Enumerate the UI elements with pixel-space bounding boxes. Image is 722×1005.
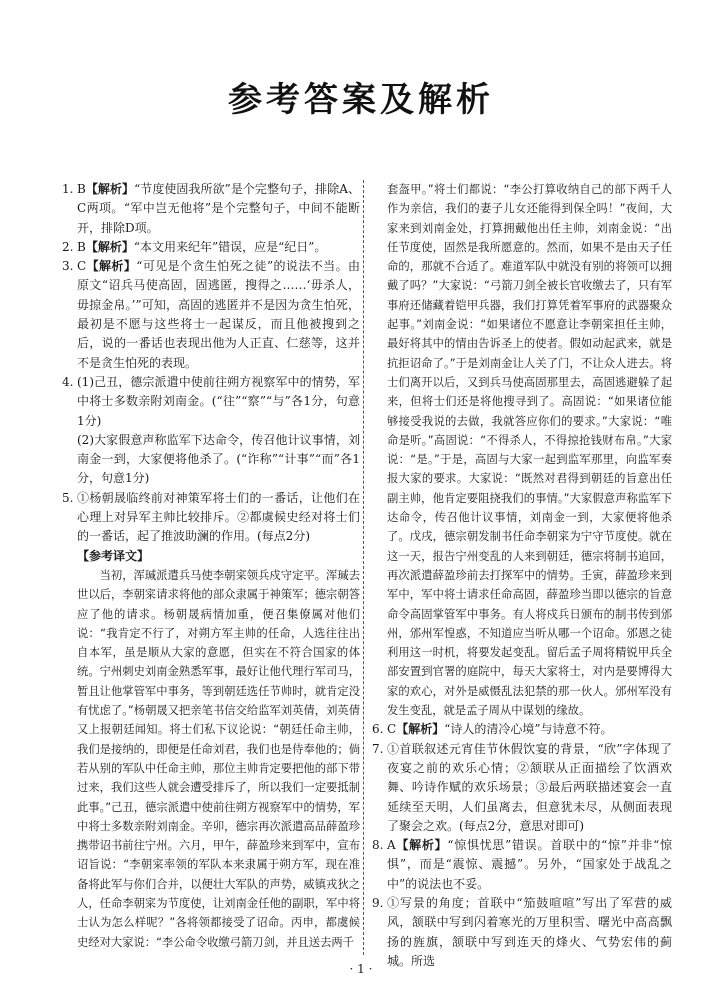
answer-letter: B bbox=[77, 239, 86, 254]
answer-text: ①写景的角度；首联中“笳鼓喧喧”写出了军营的威风，颔联中写到闪着寒光的万里积雪、曙光中高高飘扬的旌旗，颔联中写到连天的烽火、气势宏伟的蓟城。所选 bbox=[387, 895, 672, 968]
answer-item-7 bbox=[372, 740, 672, 836]
analysis-text: “惊惧忧思”错误。首联中的“惊”并非“惊惧”，而是“震惊、震撼”。另外，“国家处于战乱之中”的说法也不妥。 bbox=[387, 838, 672, 891]
analysis-tag: 【解析】 bbox=[85, 182, 135, 196]
item-number: 8. bbox=[372, 838, 384, 853]
item-number: 3. bbox=[62, 259, 74, 274]
answer-item-2 bbox=[62, 238, 360, 257]
answer-item-9 bbox=[372, 894, 672, 971]
item-number: 1. bbox=[62, 182, 74, 196]
answer-part-1: (1)己丑，德宗派遣中使前往朔方视察军中的情势，军中将士多数亲附刘南金。(“往”“察”“与”各1分，句意1分) bbox=[77, 374, 360, 428]
item-number: 2. bbox=[62, 239, 74, 254]
answer-letter: C bbox=[77, 259, 87, 274]
item-number: 4. bbox=[62, 374, 74, 389]
analysis-text: “节度使固我所欲”是个完整句子，排除A、C两项。“军中岂无他将”是个完整句子，中间不能断开，排除D项。 bbox=[77, 182, 360, 235]
analysis-text: “诗人的清冷心境”与诗意不符。 bbox=[444, 722, 613, 737]
answer-letter: C bbox=[387, 722, 397, 737]
answer-letter: A bbox=[387, 838, 396, 853]
item-number: 6. bbox=[372, 722, 384, 737]
page-title: 参考答案及解析 bbox=[228, 80, 494, 120]
answer-letter: B bbox=[77, 182, 86, 196]
answer-item-8 bbox=[372, 836, 672, 894]
page-number: · 1 · bbox=[349, 962, 373, 976]
reference-translation: 当初，浑瑊派遣兵马使李朝寀领兵戍守定平。浑瑊去世以后，李朝寀请求将他的部众隶属于神策军；德宗朝答应了他的请求。杨朝晟病情加重，便召集僚属对他们说：“我肯定不行了，对朔方军主帅的任命，人选往往出自本军，虽是顺从大家的意愿，但实在不符合国家的体统。宁州刺史刘南金熟悉军事，最好让他代理行军司马，暂且让他掌管军中事务，等到朝廷选任节帅时，就肯定没有忧虑了。”杨朝晟又把亲笔书信交给监军刘英倩，刘英倩又上报朝廷闻知。将士们私下议论说：“朝廷任命主帅，我们是接纳的，即便是任命刘君，我们也是侍奉他的；倘若从别的军队中任命主帅，那位主帅肯定要把他的部下带过来，我们这些人就会遭受排斥了，所以我们一定要抵制此事。”己丑，德宗派遣中使前往朔方视察军中的情势，军中将士多数亲附刘南金。辛卯，德宗再次派遣高品薛盈珍携带诏书前往宁州。六月，甲午，薛盈珍来到军中，宣布诏旨说：“李朝寀率领的军队本来隶属于朔方军，现在准备将此军与你们合并，以便壮大军队的声势，威镇戎狄之人，任命李朝寀为节度使，让刘南金任他的副职，军中将士认为怎么样呢？”各将领都接受了诏命。丙申，都虞候史经对大家说：“李公命令收缴弓箭刀剑，并且送去两千 bbox=[77, 568, 360, 949]
left-column bbox=[62, 180, 360, 952]
analysis-text: “可见是个贪生怕死之徒”的说法不当。由原文“诏兵马使高固，固逃匿，搜得之……‘毋杀人，毋掠金帛。’”可知，高固的逃匿并不是因为贪生怕死，最初是不愿与这些将士一起谋反，而且他被搜到之后，说的一番话也表现出他为人正直、仁慈等，这并不是贪生怕死的表现。 bbox=[77, 259, 360, 370]
item-number: 5. bbox=[62, 490, 74, 505]
analysis-tag: 【解析】 bbox=[396, 722, 445, 737]
answer-item-4 bbox=[62, 373, 360, 489]
answer-text: ①首联叙述元宵佳节休假饮宴的背景，“欣”字体现了夜宴之前的欢乐心情；②颔联从正面描绘了饮酒欢舞、吟诗作赋的欢乐场景；③最后两联描述宴会一直延续至天明，人们虽离去，但意犹未尽，从侧面表现了聚会之欢。(每点2分，意思对即可) bbox=[387, 741, 672, 833]
reference-translation-heading: 【参考译文】 bbox=[77, 548, 150, 563]
item-number: 7. bbox=[372, 741, 384, 756]
answer-part-2: (2)大家假意声称监军下达命令，传召他计议事情，刘南金一到，大家便将他杀了。(“诈称”“计事”“而”各1分，句意1分) bbox=[77, 432, 360, 486]
answer-text: ①杨朝晟临终前对神策军将士们的一番话，让他们在心理上对异军主帅比较排斥。②都虞候史经对将士们的一番话，起了推波助澜的作用。(每点2分) bbox=[77, 490, 360, 544]
answer-item-5 bbox=[62, 489, 360, 547]
analysis-tag: 【解析】 bbox=[86, 259, 137, 274]
analysis-text: “本文用来纪年”错误，应是“纪日”。 bbox=[133, 239, 327, 254]
right-column bbox=[372, 180, 672, 971]
answer-item-1 bbox=[62, 180, 360, 238]
analysis-tag: 【解析】 bbox=[395, 838, 448, 853]
analysis-tag: 【解析】 bbox=[85, 239, 134, 254]
answer-item-6 bbox=[372, 720, 672, 739]
reference-translation-continued: 套盔甲。”将士们都说：“李公打算收纳自己的部下两千人作为亲信，我们的妻子儿女还能得到保全吗！”夜间，大家来到刘南金处，打算拥戴他出任主帅，刘南金说：“出任节度使，固然是我所愿意的。然而，如果不是由天子任命的，那就不合适了。难道军队中就没有别的将领可以拥戴了吗？”大家说：“弓箭刀剑全被长官收缴去了，只有军事府还储藏着铠甲兵器，我们打算凭着军事府的武器聚众起事。”刘南金说：“如果诸位不愿意让李朝寀担任主帅，最好将其中的情由告诉圣上的使者。假如动起武来，就是抗拒诏命了。”于是刘南金让人关了门，不让众人进去。将士们离开以后，又到兵马使高固那里去，高固逃避躲了起来，但将士们还是将他搜寻到了。高固说：“如果诸位能够接受我说的去做，我就答应你们的要求。”大家说：“唯命是听。”高固说：“不得杀人，不得掠抢钱财布帛。”大家说：“是。”于是，高固与大家一起到监军那里，向监军奏报大家的要求。大家说：“既然对君得到朝廷的旨意出任副主帅，他肯定要阻挠我们的事情。”大家假意声称监军下达命令，传召他计议事情，刘南金一到，大家便将他杀了。戊戌，德宗朝发制书任命李朝寀为宁守节度使。就在这一天，报告宁州变乱的人来到朝廷，德宗将制书追回，再次派遣薛盈珍前去打探军中的情势。壬寅，薛盈珍来到军中，军中将士请求任命高固，薛盈珍当即以德宗的旨意命令高固掌管军中事务。有人将戍兵日颁布的制书传到邠州，邠州军惶惑，不知道应当听从哪一个诏命。邠恩之徒利用这一时机，将要发起变乱。留后孟子周将精锐甲兵全部安置到官署的庭院中，每天大家将士，对内是要博得大家的欢心，对外是威慑乱法犯禁的那一伙人。邠州军没有发生变乱，就是孟子周从中谋划的缘故。 bbox=[387, 183, 672, 718]
item-number: 9. bbox=[372, 895, 384, 910]
column-divider bbox=[363, 180, 364, 955]
answer-item-3 bbox=[62, 257, 360, 373]
